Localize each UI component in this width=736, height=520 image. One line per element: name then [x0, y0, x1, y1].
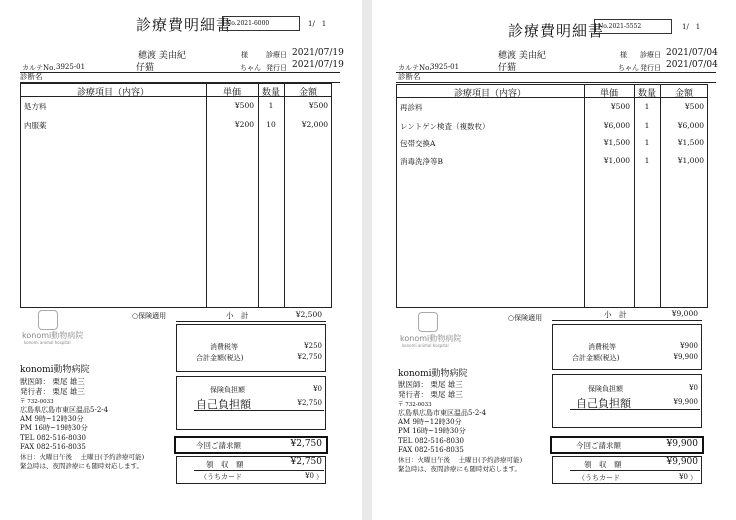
chan-label: ちゃん	[240, 64, 261, 72]
doc-title: 診療費明細書	[136, 16, 233, 34]
closed-days: 休日：火曜日午後 土曜日(予約診療可能)	[20, 453, 145, 461]
subtotal-label: 小 計	[604, 310, 627, 319]
row-item: 包帯交換A	[400, 139, 436, 148]
unit-price-header: 単価	[222, 88, 241, 98]
row-qty: 1	[268, 101, 274, 110]
total-label: 合計金額(税込)	[196, 354, 244, 362]
row-amount: ¥2,000	[301, 120, 328, 129]
self-pay-label: 自己負担額	[196, 398, 251, 411]
clinic-fax: FAX 082-516-8035	[20, 443, 86, 451]
karte-label: カルテNo.	[398, 64, 432, 72]
tax-label: 消費税等	[210, 343, 238, 351]
emergency-note: 緊急時は、夜間診療にも随時対応します。	[398, 465, 521, 473]
issue-date: 2021/07/04	[666, 60, 718, 70]
row-price: ¥500	[234, 101, 254, 110]
row-qty: 1	[644, 121, 650, 130]
subtotal-label: 小 計	[226, 311, 249, 320]
exam-date: 2021/07/19	[292, 48, 344, 58]
clinic-fax: FAX 082-516-8035	[398, 446, 464, 454]
sama-label: 様	[620, 51, 627, 59]
clinic-tel: TEL 082-516-8030	[20, 434, 86, 442]
insurance-share-label: 保険負担額	[588, 385, 623, 393]
clinic-address: 広島県広島市東区温品5-2-4	[398, 409, 487, 417]
clinic-logo-text: konomi動物病院	[400, 334, 462, 343]
diagnosis-label: 診断名	[20, 72, 43, 81]
subtotal-value: ¥2,500	[295, 310, 322, 319]
emergency-note: 緊急時は、夜間診療にも随時対応します。	[20, 462, 143, 470]
clinic-logo-subtext: konomi animal hospital	[24, 340, 71, 345]
pet-name: 仔猫	[498, 63, 517, 73]
chan-label: ちゃん	[618, 64, 639, 72]
card-close: ）	[316, 473, 323, 481]
diagnosis-label: 診断名	[398, 72, 421, 81]
statement-sheet-right	[372, 0, 736, 520]
self-pay-label: 自己負担額	[576, 397, 631, 410]
card-value: ¥0	[679, 473, 688, 481]
billing-value: ¥9,900	[666, 439, 698, 449]
clinic-name: konomi動物病院	[398, 369, 468, 379]
page-number: 1/ 1	[308, 20, 327, 28]
clinic-logo-text: konomi動物病院	[22, 331, 84, 340]
row-item: レントゲン検査（複数枚）	[400, 122, 490, 131]
qty-header: 数量	[637, 89, 656, 99]
hours-am: AM 9時~12時30分	[20, 415, 84, 423]
karte-label: カルテNo.	[22, 64, 56, 72]
qty-header: 数量	[261, 88, 280, 98]
sama-label: 様	[241, 51, 248, 59]
pet-name: 仔猫	[136, 63, 155, 73]
items-table	[396, 84, 708, 308]
vet-name: 獣医師： 栗尾 雄三	[20, 377, 85, 386]
billing-label: 今回ご請求額	[196, 441, 241, 450]
item-header: 診療項目（内容）	[453, 89, 526, 99]
row-qty: 1	[644, 138, 650, 147]
item-header: 診療項目（内容）	[76, 88, 149, 98]
subtotal-value: ¥9,000	[671, 309, 698, 318]
self-pay-value: ¥2,750	[297, 399, 322, 407]
karte-number: 3925-01	[56, 63, 86, 71]
owner-name: 穂渡 美由紀	[138, 51, 186, 61]
clinic-tel: TEL 082-516-8030	[398, 437, 464, 445]
issuer-name: 発行者： 栗尾 雄三	[20, 387, 85, 396]
postal-code: 〒 732-0033	[20, 399, 54, 405]
issue-date-label: 発行日	[266, 64, 287, 72]
page-number: 1/ 1	[682, 23, 701, 31]
exam-date-label: 診療日	[266, 51, 287, 59]
vet-name: 獣医師： 栗尾 雄三	[398, 380, 463, 389]
exam-date: 2021/07/04	[666, 48, 718, 58]
issue-date: 2021/07/19	[292, 60, 344, 70]
insurance-label: ○保険適用	[508, 314, 543, 322]
tax-value: ¥250	[304, 342, 322, 350]
row-item: 処方料	[24, 102, 47, 111]
items-table	[20, 83, 332, 308]
hours-pm: PM 16時~19時30分	[398, 427, 466, 435]
row-qty: 1	[644, 102, 650, 111]
row-amount: ¥1,000	[677, 156, 704, 165]
card-value: ¥0	[305, 472, 314, 480]
row-amount: ¥500	[684, 102, 704, 111]
statement-number: No.2021-6000	[222, 16, 300, 31]
postal-code: 〒 732-0033	[398, 402, 432, 408]
karte-number: 3925-01	[430, 63, 460, 71]
issuer-name: 発行者： 栗尾 雄三	[398, 390, 463, 399]
row-qty: 10	[266, 120, 276, 129]
billing-value: ¥2,750	[290, 439, 322, 449]
row-amount: ¥1,500	[677, 138, 704, 147]
statement-number: No.2021-5552	[594, 19, 672, 34]
exam-date-label: 診療日	[640, 51, 661, 59]
card-label: （うちカード	[578, 474, 620, 482]
receipt-value: ¥2,750	[290, 457, 322, 467]
owner-name: 穂渡 美由紀	[498, 51, 546, 61]
doc-title: 診療費明細書	[508, 22, 605, 40]
row-item: 内服薬	[24, 121, 47, 130]
amount-header: 金額	[298, 88, 317, 98]
amount-header: 金額	[674, 89, 693, 99]
receipt-label: 領 収 額	[584, 460, 622, 469]
insurance-share-value: ¥0	[689, 384, 698, 392]
hours-pm: PM 16時~19時30分	[20, 424, 88, 432]
row-qty: 1	[644, 156, 650, 165]
row-item: 再診料	[400, 103, 423, 112]
row-price: ¥200	[234, 120, 254, 129]
clinic-logo-icon	[418, 312, 438, 332]
total-value: ¥2,750	[297, 353, 322, 361]
row-price: ¥500	[610, 102, 630, 111]
billing-label: 今回ご請求額	[576, 441, 621, 450]
hours-am: AM 9時~12時30分	[398, 418, 462, 426]
self-pay-value: ¥9,900	[673, 398, 698, 406]
clinic-name: konomi動物病院	[20, 365, 90, 375]
tax-label: 消費税等	[588, 343, 616, 351]
statement-sheet-left	[0, 0, 362, 520]
clinic-logo-icon	[38, 310, 58, 330]
issue-date-label: 発行日	[640, 64, 661, 72]
card-label: （うちカード	[200, 473, 242, 481]
receipt-label: 領 収 額	[206, 460, 244, 469]
clinic-logo-subtext: konomi animal hospital	[402, 343, 449, 348]
insurance-share-value: ¥0	[313, 385, 322, 393]
unit-price-header: 単価	[599, 89, 618, 99]
row-price: ¥6,000	[603, 121, 630, 130]
receipt-value: ¥9,900	[666, 457, 698, 467]
row-amount: ¥500	[308, 101, 328, 110]
clinic-address: 広島県広島市東区温品5-2-4	[20, 406, 109, 414]
total-value: ¥9,900	[673, 353, 698, 361]
closed-days: 休日：火曜日午後 土曜日(予約診療可能)	[398, 456, 523, 464]
row-price: ¥1,500	[603, 138, 630, 147]
tax-value: ¥900	[680, 342, 698, 350]
row-amount: ¥6,000	[677, 121, 704, 130]
insurance-share-label: 保険負担額	[210, 386, 245, 394]
row-item: 消毒洗浄等B	[400, 157, 444, 166]
card-close: ）	[690, 474, 697, 482]
insurance-label: ○保険適用	[132, 312, 167, 320]
row-price: ¥1,000	[603, 156, 630, 165]
total-label: 合計金額(税込)	[572, 354, 620, 362]
